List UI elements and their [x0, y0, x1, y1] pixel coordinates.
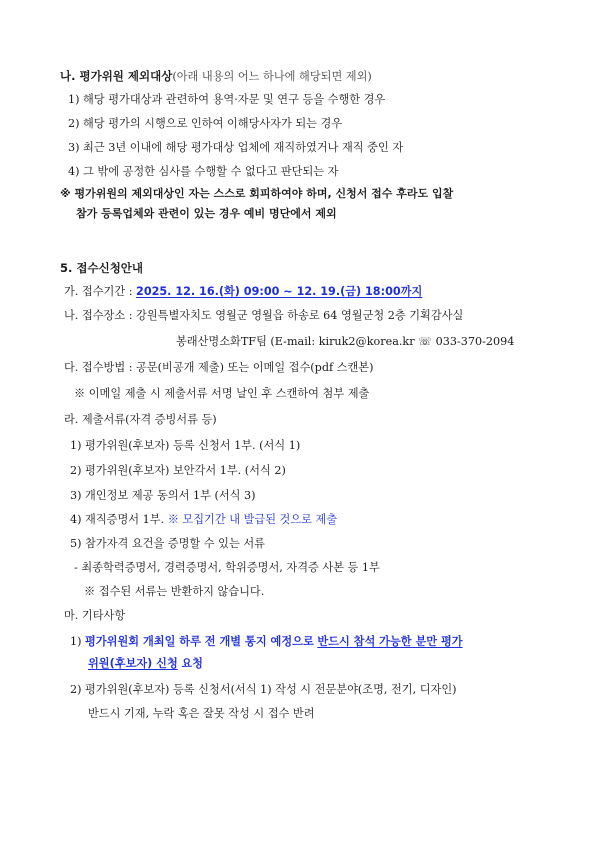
etc-item-2-line-2: 반드시 기재, 누락 혹은 잘못 작성 시 접수 반려: [88, 707, 315, 720]
period-value: 2025. 12. 16.(화) 09:00 ~ 12. 19.(금) 18:00까지: [136, 285, 423, 298]
period-label: 가. 접수기간 :: [64, 285, 133, 298]
etc-item-1-part-1: 평가위원회 개최일 하루 전 개별 통지 예정으로: [85, 635, 314, 648]
method-label: 다. 접수방법 :: [64, 361, 133, 374]
section-na-heading: [60, 68, 372, 85]
exclusion-notice-line-2: 참가 등록업체와 관련이 있는 경우 예비 명단에서 제외: [76, 207, 337, 220]
method-note: ※ 이메일 제출 시 제출서류 서명 날인 후 스캔하여 첨부 제출: [74, 387, 370, 400]
document-item-1: 1) 평가위원(후보자) 등록 신청서 1부. (서식 1): [70, 439, 301, 452]
exclusion-item-4: 4) 그 밖에 공정한 심사를 수행할 수 없다고 판단되는 자: [68, 165, 339, 178]
place-row: [64, 308, 463, 324]
exclusion-notice-line-1: ※ 평가위원의 제외대상인 자는 스스로 회피하여야 하며, 신청서 접수 후라도 입찰: [60, 187, 454, 200]
exclusion-item-2: 2) 해당 평가의 시행으로 인하여 이해당사자가 되는 경우: [68, 117, 343, 130]
place-label: 나. 접수장소 :: [64, 309, 133, 322]
place-value: 강원특별자치도 영월군 영월읍 하송로 64 영월군청 2층 기획감사실: [136, 309, 464, 322]
document-item-3: 3) 개인정보 제공 동의서 1부 (서식 3): [70, 489, 256, 502]
document-item-4-note: ※ 모집기간 내 발급된 것으로 제출: [167, 513, 338, 526]
document-item-4-main: 4) 재직증명서 1부.: [70, 513, 165, 526]
method-value: 공문(비공개 제출) 또는 이메일 접수(pdf 스캔본): [136, 361, 374, 374]
etc-item-1-line-2-underlined: 위원(후보자) 신청: [88, 657, 178, 670]
method-row: [64, 360, 373, 376]
etc-item-2-line-1: 2) 평가위원(후보자) 등록 신청서(서식 1) 작성 시 전문분야(조명, 전기, 디자인): [70, 683, 457, 696]
documents-title: 라. 제출서류(자격 증빙서류 등): [64, 413, 217, 426]
period-row: [64, 284, 422, 300]
etc-title: 마. 기타사항: [64, 609, 126, 622]
section-5-title: 5. 접수신청안내: [60, 261, 144, 275]
document-item-5: 5) 참가자격 요건을 증명할 수 있는 서류: [70, 537, 265, 550]
section-na-title-note: (아래 내용의 어느 하나에 해당되면 제외): [172, 70, 372, 83]
etc-item-1-line-1: [70, 634, 463, 650]
document-item-2: 2) 평가위원(후보자) 보안각서 1부. (서식 2): [70, 464, 286, 477]
etc-item-1-part-2: 반드시 참석 가능한 분만 평가: [317, 635, 463, 648]
etc-item-1-number: 1): [70, 635, 82, 648]
etc-item-1-line-2-end: 요청: [181, 657, 203, 670]
section-na-title: 나. 평가위원 제외대상: [60, 69, 173, 83]
exclusion-item-1: 1) 해당 평가대상과 관련하여 용역·자문 및 연구 등을 수행한 경우: [68, 93, 386, 106]
document-item-5-detail: - 최종학력증명서, 경력증명서, 학위증명서, 자격증 사본 등 1부: [74, 561, 380, 574]
place-department: 봉래산명소화TF팀 (E-mail: kiruk2@korea.kr ☏ 033-370-2094: [176, 335, 515, 348]
exclusion-item-3: 3) 최근 3년 이내에 해당 평가대상 업체에 재직하였거나 재직 중인 자: [68, 141, 404, 154]
document-item-5-note: ※ 접수된 서류는 반환하지 않습니다.: [84, 585, 265, 598]
etc-item-1-line-2: [88, 656, 203, 672]
document-item-4: [70, 512, 337, 528]
